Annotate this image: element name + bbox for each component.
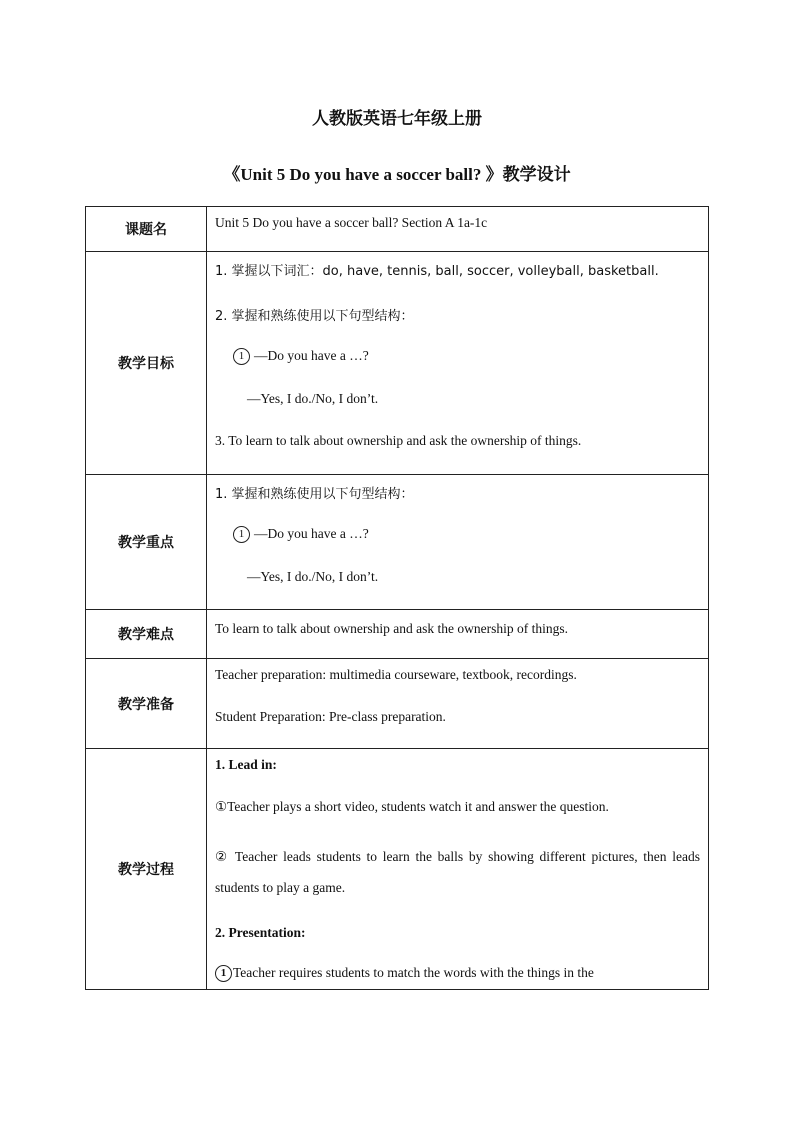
difficulties-text: To learn to talk about ownership and ask the ownership of things. (215, 621, 568, 636)
process-step-3 (215, 965, 700, 982)
key-points-cell (207, 475, 709, 610)
objectives-answer: —Yes, I do./No, I don’t. (247, 391, 379, 407)
row-objectives (86, 252, 709, 475)
key-points-question (215, 526, 700, 543)
row-difficulties (86, 610, 709, 659)
document-subtitle: 《Unit 5 Do you have a soccer ball? 》教学设计 (223, 165, 571, 184)
topic-label: 课题名 (86, 207, 207, 252)
objectives-line-3: 3. To learn to talk about ownership and ask the ownership of things. (215, 433, 582, 449)
row-preparation (86, 659, 709, 749)
difficulties-label: 教学难点 (86, 610, 207, 659)
objectives-line-1: 1. 掌握以下词汇：do, have, tennis, ball, soccer, volleyball, basketball. (215, 264, 659, 279)
process-cell (207, 749, 709, 990)
preparation-label: 教学准备 (86, 659, 207, 749)
objectives-line-2: 2. 掌握和熟练使用以下句型结构： (215, 309, 414, 324)
topic-cell (207, 207, 709, 252)
key-points-question-text: —Do you have a …? (254, 526, 369, 541)
lesson-plan-table (85, 206, 709, 990)
objectives-question (215, 348, 700, 365)
key-points-answer: —Yes, I do./No, I don’t. (247, 569, 379, 585)
process-heading-lead-in: 1. Lead in: (215, 757, 277, 772)
difficulties-cell (207, 610, 709, 659)
preparation-cell (207, 659, 709, 749)
process-step-2: ② Teacher leads students to learn the balls by showing different pictures, then leads students to play a game. (215, 849, 700, 895)
key-points-line-1: 1. 掌握和熟练使用以下句型结构： (215, 487, 414, 502)
objectives-label: 教学目标 (86, 252, 207, 475)
circled-number-marker: 1 (233, 348, 250, 365)
objectives-question-text: —Do you have a …? (254, 348, 369, 363)
circled-number-marker: 1 (233, 526, 250, 543)
process-step-1: ①Teacher plays a short video, students watch it and answer the question. (215, 799, 609, 814)
row-key-points (86, 475, 709, 610)
circled-number-marker: 1 (215, 965, 232, 982)
preparation-student: Student Preparation: Pre-class preparation. (215, 709, 446, 724)
process-label: 教学过程 (86, 749, 207, 990)
row-topic (86, 207, 709, 252)
objectives-cell (207, 252, 709, 475)
topic-text: Unit 5 Do you have a soccer ball? Section A 1a-1c (215, 215, 488, 230)
process-step-3-text: Teacher requires students to match the words with the things in the (233, 965, 594, 980)
process-heading-presentation: 2. Presentation: (215, 925, 306, 940)
document-title: 人教版英语七年级上册 (312, 109, 482, 129)
row-process (86, 749, 709, 990)
key-points-label: 教学重点 (86, 475, 207, 610)
preparation-teacher: Teacher preparation: multimedia courseware, textbook, recordings. (215, 667, 577, 682)
